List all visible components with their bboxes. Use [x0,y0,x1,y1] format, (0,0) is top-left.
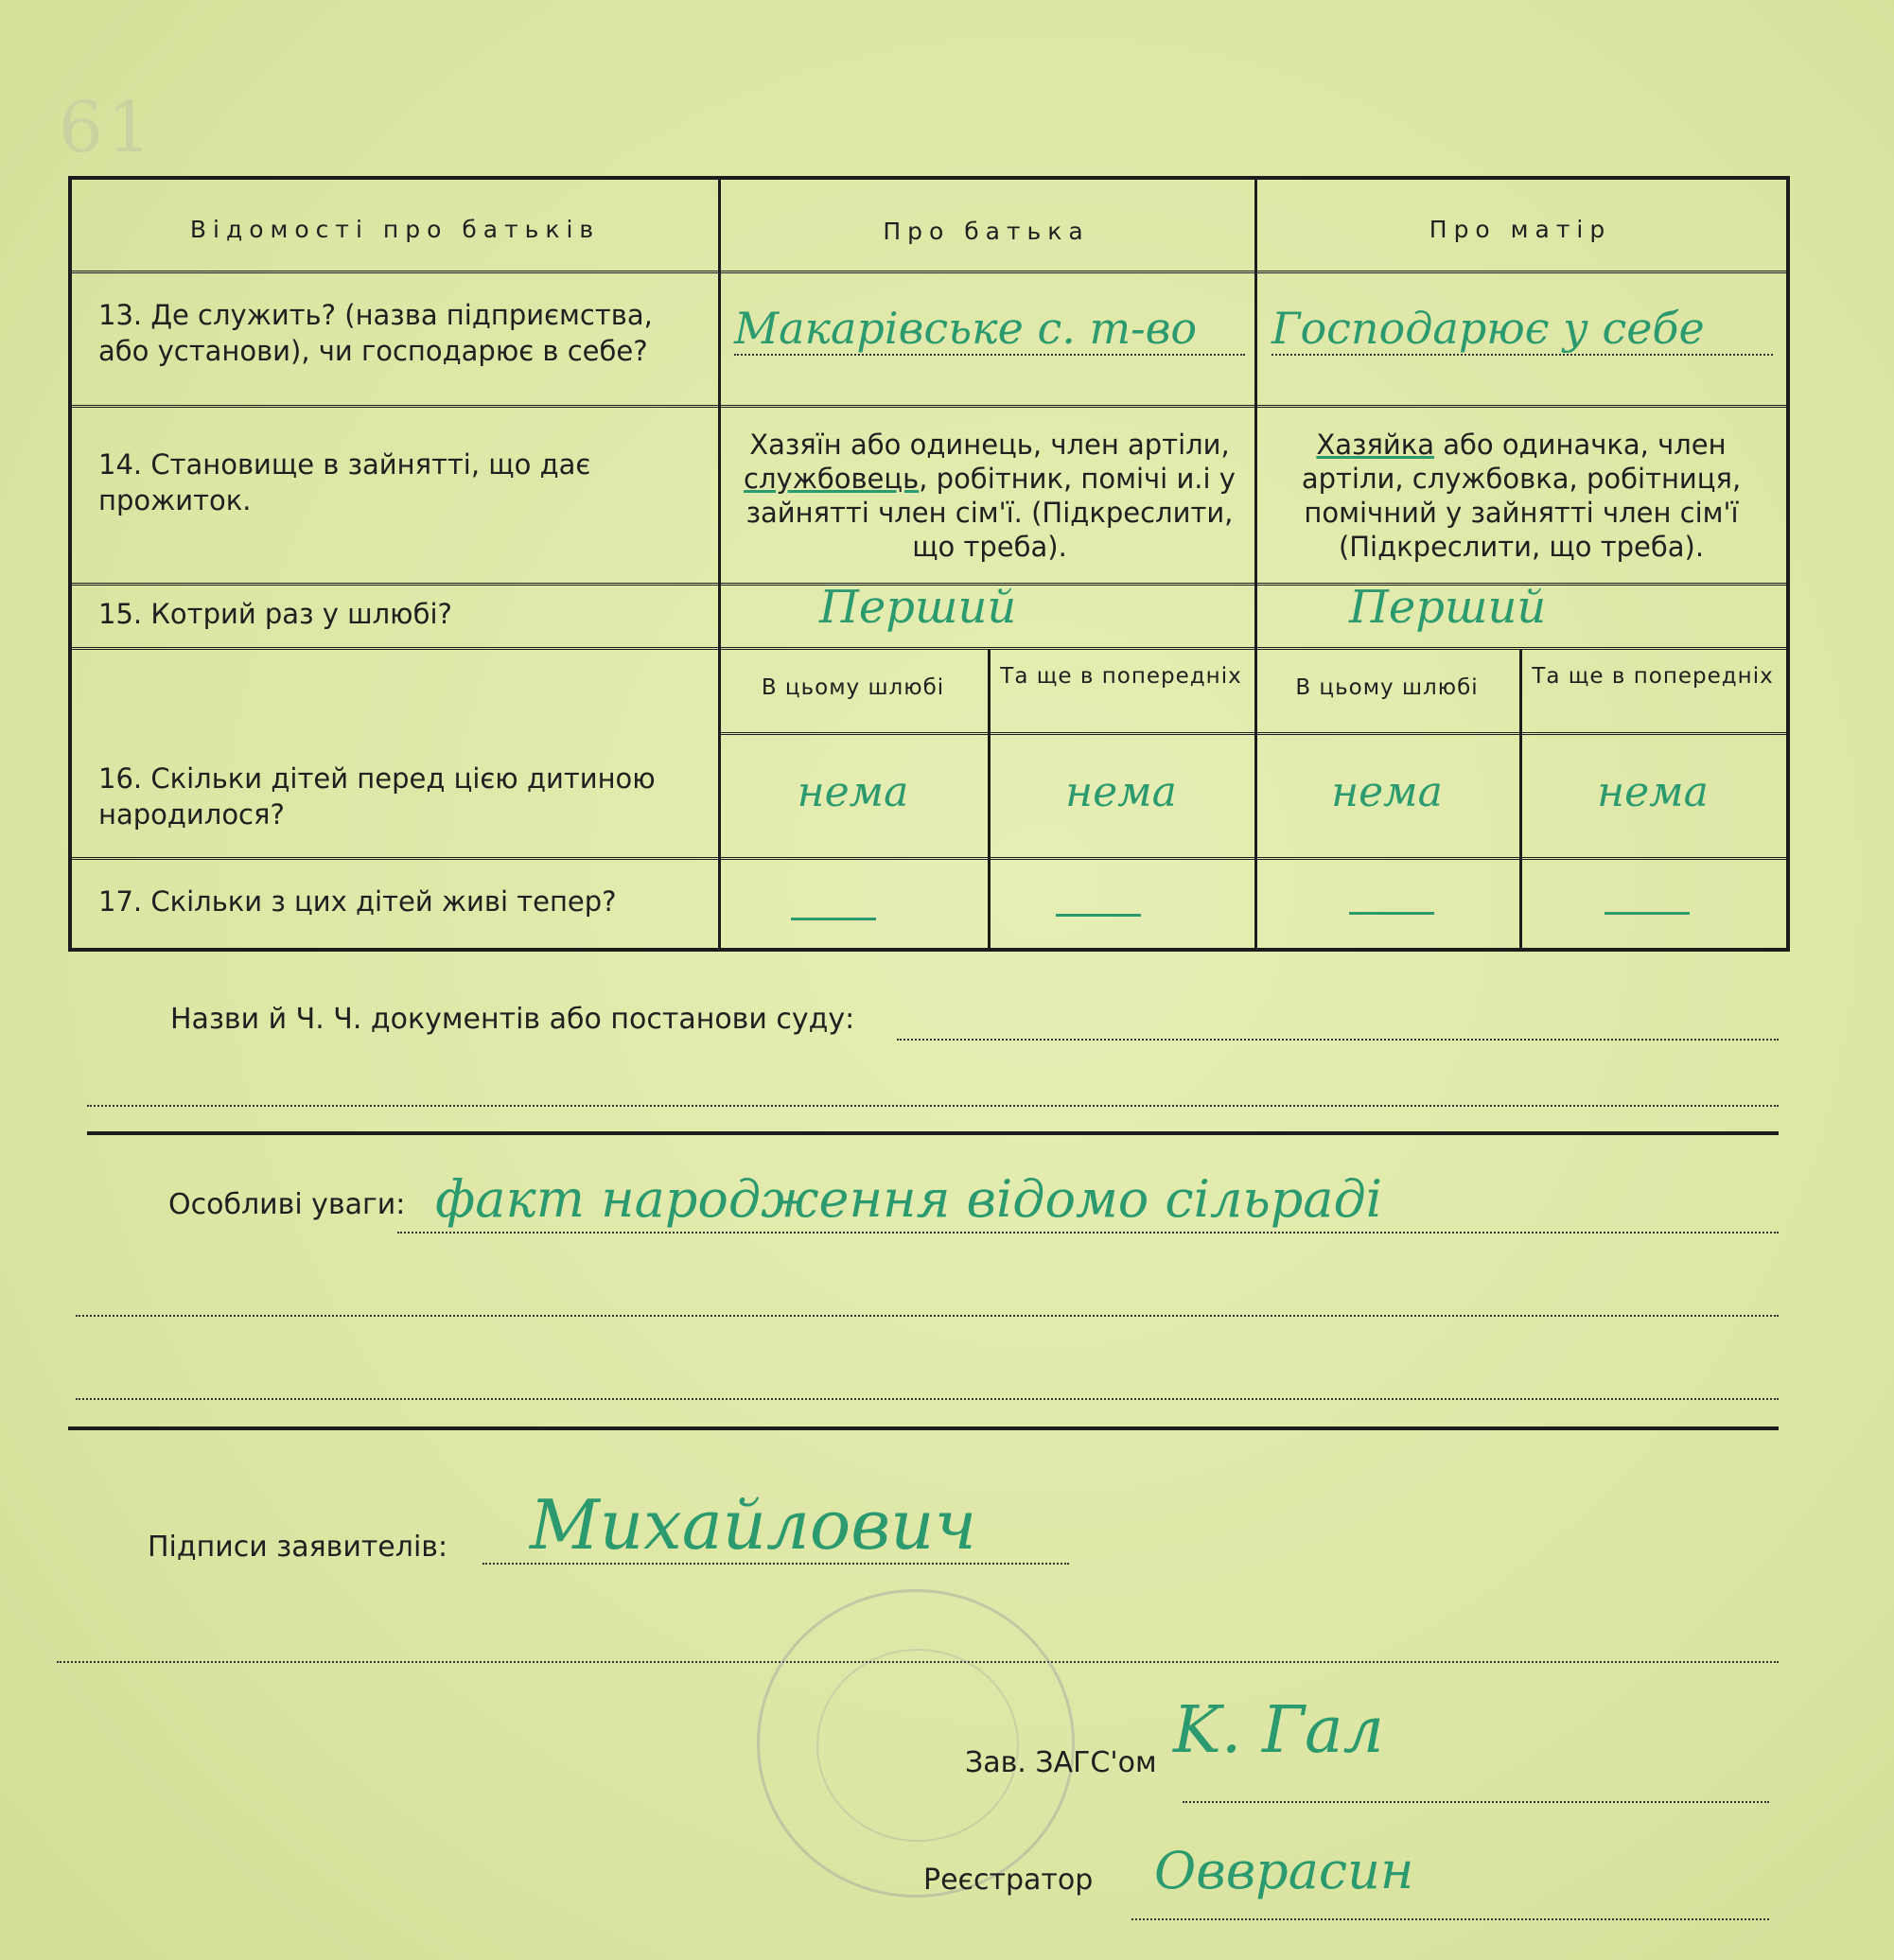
children-count-value: нема [797,768,909,816]
notes-line [76,1315,1779,1317]
father-employment-options: Хазяїн або одинець, член артіли, службовець, робітник, помічі и.і у зайнятті член сім'ї. (Підкреслити, що треба). [744,429,1236,563]
empty-dash [1605,912,1690,915]
subheader-father-previous: Та ще в попередніх [1000,664,1242,689]
section-divider [87,1131,1779,1135]
documents-label: Назви й Ч. Ч. документів або постанови суду: [170,1003,855,1036]
header-father: Про батька [883,218,1090,245]
column-divider [1254,180,1257,948]
row-divider [72,271,1786,277]
section-divider [68,1426,1779,1430]
mother-marriage-count: Перший [1349,581,1547,634]
zags-head-signature: K. Гал [1173,1693,1384,1768]
registrar-label: Реєстратор [923,1864,1094,1897]
question-17: 17. Скільки з цих дітей живі тепер? [98,885,617,918]
row-divider [72,857,1786,864]
empty-dash [1056,914,1141,917]
subheader-mother-this-marriage: В цьому шлюбі [1295,675,1479,700]
row-divider [718,732,1786,739]
parents-info-table [68,176,1790,952]
father-marriage-count: Перший [819,581,1017,634]
father-workplace: Макарівське с. т-во [734,303,1198,354]
mother-employment-options: Хазяйка або одиначка, член артіли, службовка, робітниця, помічний у зайнятті член сім'ї (Підкреслити, що треба). [1301,429,1742,563]
column-divider [718,180,721,948]
mother-workplace: Господарює у себе [1271,303,1705,354]
official-seal [757,1589,1075,1898]
children-count-value: нема [1331,768,1443,816]
question-16: 16. Скільки дітей перед цією дитиною народилося? [98,762,656,831]
answer-line [734,354,1245,356]
zags-head-label: Зав. ЗАГС'ом [965,1746,1157,1779]
subheader-mother-previous: Та ще в попередніх [1532,664,1774,689]
documents-line [897,1039,1779,1041]
notes-line [397,1232,1779,1234]
empty-dash [791,918,876,920]
signature-line [482,1563,1069,1565]
question-15: 15. Котрий раз у шлюбі? [98,598,452,630]
answer-line [1271,354,1773,356]
row-divider [72,405,1786,411]
empty-dash [1349,912,1434,915]
notes-label: Особливі уваги: [168,1188,406,1221]
corner-archive-note: 61 [59,87,156,168]
question-14: 14. Становище в зайнятті, що дає прожиток. [98,448,591,516]
subheader-father-this-marriage: В цьому шлюбі [761,675,945,700]
registrar-signature: Овврасин [1154,1841,1414,1900]
notes-line [76,1398,1779,1400]
underlined-option: Хазяйка [1316,429,1435,461]
header-parents-info: Відомості про батьків [189,216,601,243]
applicant-signature: Михайлович [530,1485,977,1565]
signature-line [1183,1801,1769,1803]
underlined-option: службовець [744,463,920,495]
children-count-value: нема [1597,768,1709,816]
signatures-label: Підписи заявителів: [148,1531,448,1564]
children-count-value: нема [1065,768,1177,816]
header-mother: Про матір [1429,216,1612,243]
row-divider [72,647,1786,654]
question-13: 13. Де служить? (назва підприємства, або установи), чи господарює в себе? [98,299,653,367]
signature-line [1131,1918,1769,1920]
notes-value: факт народження відомо сільраді [435,1169,1382,1229]
documents-line [87,1105,1779,1107]
